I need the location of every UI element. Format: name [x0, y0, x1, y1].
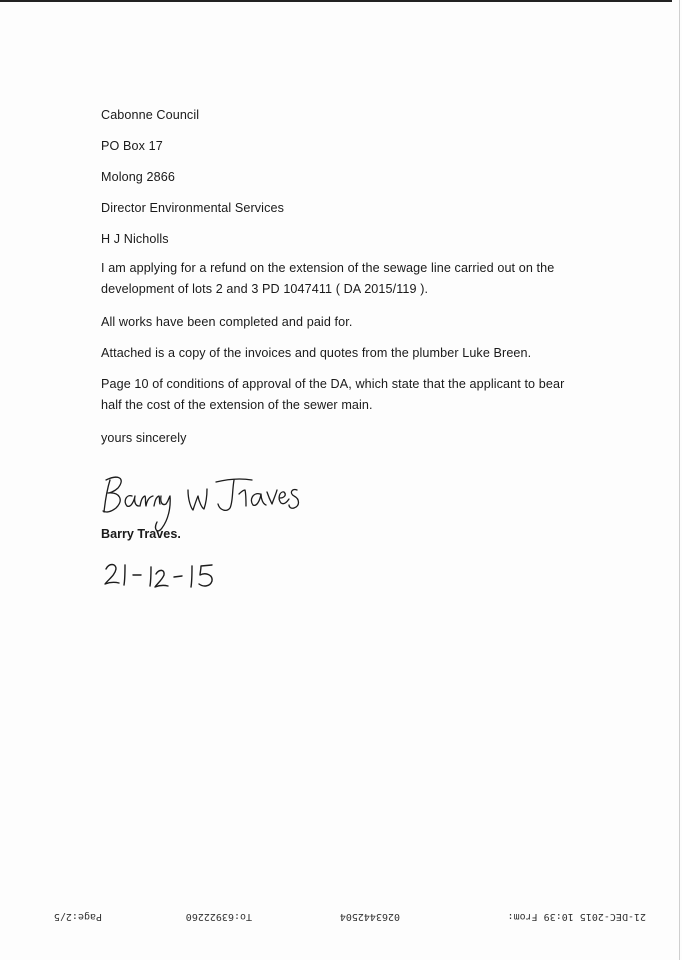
paragraph-attachments: Attached is a copy of the invoices and quotes from the plumber Luke Breen.: [101, 346, 532, 360]
recipient-po-box: PO Box 17: [101, 139, 163, 153]
fax-sent-time: 21-DEC-2015 10:39 From:: [507, 911, 646, 922]
fax-from-number: 0263442504: [339, 911, 400, 922]
paragraph-works-completed: All works have been completed and paid for.: [101, 315, 353, 329]
fax-transmission-header: [0, 908, 682, 924]
fax-to-number: To:63922260: [185, 911, 252, 922]
recipient-council: Cabonne Council: [101, 108, 200, 122]
signed-name: Barry Traves.: [101, 527, 181, 541]
recipient-title: Director Environmental Services: [101, 201, 284, 215]
top-border: [0, 0, 672, 2]
fax-page-count: Page:2/5: [53, 911, 102, 922]
recipient-name: H J Nicholls: [101, 232, 169, 246]
paragraph-conditions: Page 10 of conditions of approval of the DA, which state that the applicant to bear half the cost of the extension of the sewer main.: [101, 377, 565, 412]
right-border: [679, 0, 680, 960]
handwritten-date: [100, 557, 230, 593]
recipient-town: Molong 2866: [101, 170, 175, 184]
closing-salutation: yours sincerely: [101, 431, 187, 445]
paragraph-refund-request: I am applying for a refund on the extension of the sewage line carried out on the development of lots 2 and 3 PD 1047411 ( DA 2015/119 ).: [101, 261, 555, 296]
